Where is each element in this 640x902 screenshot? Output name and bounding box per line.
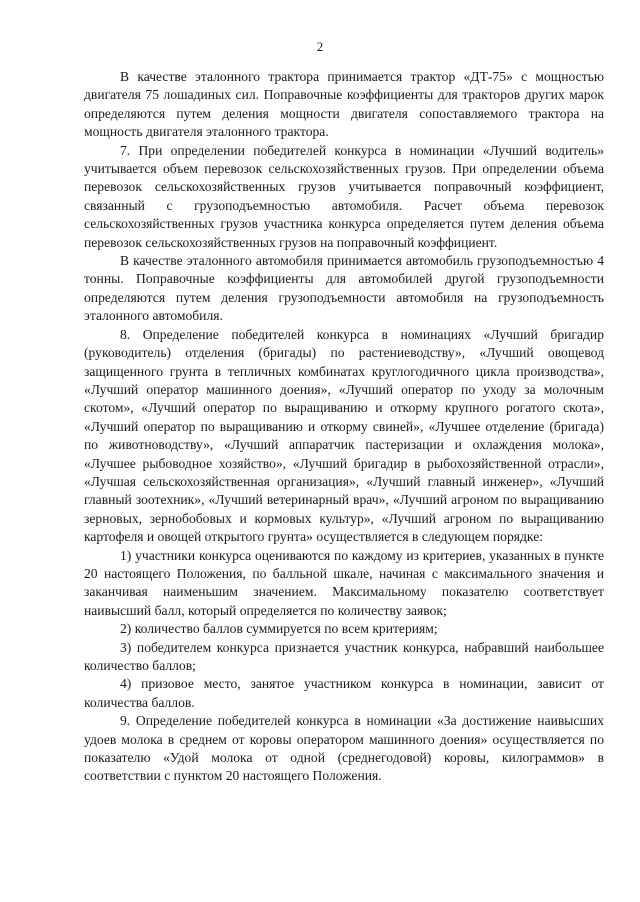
- paragraph-reference-tractor: В качестве эталонного трактора принимается трактор «ДТ-75» с мощностью двигателя 75 лошадиных сил. Поправочные коэффициенты для тракторов других марок определяются путем деления мощности двигателя сопоставляемого трактора на мощность двигателя эталонного трактора.: [84, 69, 604, 140]
- document-body: [84, 68, 604, 786]
- list-item-1-scoring: 1) участники конкурса оцениваются по каждому из критериев, указанных в пункте 20 настоящего Положения, по балльной шкале, начиная с максимального значения и заканчивая наименьшим значением. Максимальному показателю соответствует наивысший балл, который определяется по количеству заявок;: [84, 547, 604, 618]
- list-item-2-sum: 2) количество баллов суммируется по всем критериям;: [120, 621, 438, 637]
- list-item-3-winner: 3) победителем конкурса признается участник конкурса, набравший наибольшее количество баллов;: [84, 639, 604, 673]
- list-item-4-prize-place: 4) призовое место, занятое участником конкурса в номинации, зависит от количества баллов.: [84, 676, 604, 710]
- paragraph-8-nominations: 8. Определение победителей конкурса в номинациях «Лучший бригадир (руководитель) отделения (бригады) по растениеводству», «Лучший овощевод защищенного грунта в тепличных комбинатах круглогодичного цикла производства», «Лучший оператор машинного доения», «Лучший оператор по уходу за молочным скотом», «Лучший оператор по выращиванию и откорму крупного рогатого скота», «Лучший оператор по выращиванию и откорму свиней», «Лучшее отделение (бригада) по животноводству», «Лучший аппаратчик пастеризации и охлаждения молока», «Лучшее рыбоводное хозяйство», «Лучший бригадир в рыбохозяйственной отрасли», «Лучшая сельскохозяйственная организация», «Лучший главный инженер», «Лучший главный зоотехник», «Лучший ветеринарный врач», «Лучший агроном по выращиванию зерновых, зернобобовых и кормовых культур», «Лучший агроном по выращиванию картофеля и овощей открытого грунта» осуществляется в следующем порядке:: [84, 326, 604, 545]
- paragraph-9-milk-yield: 9. Определение победителей конкурса в номинации «За достижение наивысших удоев молока в среднем от коровы оператором машинного доения» осуществляется по показателю «Удой молока от одной (среднегодовой) коровы, килограммов» в соответствии с пунктом 20 настоящего Положения.: [84, 713, 604, 784]
- paragraph-7-best-driver: 7. При определении победителей конкурса в номинации «Лучший водитель» учитывается объем перевозок сельскохозяйственных грузов. При определении объема перевозок сельскохозяйственных грузов учитывается поправочный коэффициент, связанный с грузоподъемностью автомобиля. Расчет объема перевозок сельскохозяйственных грузов участника конкурса определяется путем деления объема перевозок сельскохозяйственных грузов на поправочный коэффициент.: [84, 142, 604, 250]
- page-number: 2: [316, 39, 324, 54]
- paragraph-reference-vehicle: В качестве эталонного автомобиля принимается автомобиль грузоподъемностью 4 тонны. Поправочные коэффициенты для автомобилей другой грузоподъемности определяются путем деления грузоподъемности автомобиля на грузоподъемность эталонного автомобиля.: [84, 253, 604, 324]
